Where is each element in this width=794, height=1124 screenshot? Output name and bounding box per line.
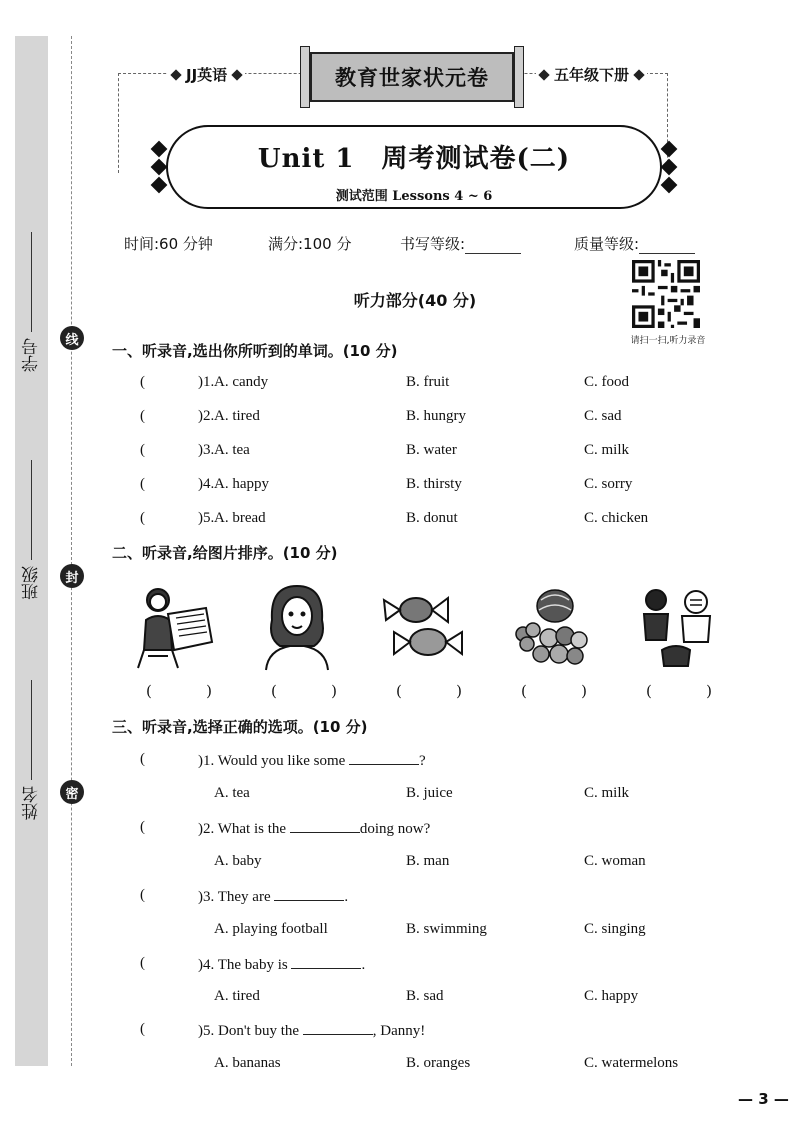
question-stem: )1. Would you like some ? [198,753,426,769]
option-b: B. thirsty [406,476,462,492]
fill-blank[interactable] [291,955,361,969]
s3-question-3-stem [112,887,752,909]
question-number: )4. [198,476,215,492]
option-c: C. sorry [584,476,633,492]
answer-paren[interactable]: ( [140,510,145,526]
fill-blank[interactable] [274,887,344,901]
answer-paren[interactable]: ( [140,1021,145,1037]
name-label: 姓名 [22,786,42,820]
s1-question-2 [112,408,752,430]
writing-grade-blank[interactable] [465,240,521,254]
option-a: A. candy [214,374,269,390]
diamond-icon [232,69,243,80]
option-a: A. baby [214,853,262,869]
option-a: A. tired [214,408,260,424]
candies-picture [378,580,468,672]
fill-blank[interactable] [303,1021,373,1035]
option-b: B. swimming [406,921,487,937]
s1-question-4 [112,476,752,498]
grade-text: 五年级下册 [554,66,630,84]
grade-label [536,64,647,85]
writing-grade-label: 书写等级: [400,235,466,253]
series-title: 教育世家状元卷 [310,52,514,102]
picture-answer-2[interactable]: ( ) [271,682,337,700]
fill-blank[interactable] [290,819,360,833]
seal-seal-mark: 封 [60,564,84,588]
writing-grade[interactable] [400,233,521,254]
option-a: A. bananas [214,1055,281,1071]
option-b: B. man [406,853,450,869]
answer-paren[interactable]: ( [140,408,145,424]
answer-paren[interactable]: ( [140,819,145,835]
option-b: B. fruit [406,374,450,390]
option-c: C. happy [584,988,639,1004]
scroll-roll-right [514,46,524,108]
option-a: A. bread [214,510,266,526]
s3-question-4-stem [112,955,752,977]
answer-paren[interactable]: ( [140,442,145,458]
answer-paren[interactable]: ( [140,374,145,390]
option-c: C. food [584,374,629,390]
option-a: A. tea [214,785,250,801]
answer-paren[interactable]: ( [140,751,145,767]
picture-answer-5[interactable]: ( ) [646,682,712,700]
scroll-roll-left [300,46,310,108]
class-label: 班级 [22,566,42,600]
section2-title: 二、听录音,给图片排序。(10 分) [112,544,338,562]
option-b: B. sad [406,988,444,1004]
option-b: B. hungry [406,408,466,424]
qr-code-icon[interactable] [632,260,700,328]
children-eating-picture [632,580,722,672]
class-line [31,460,32,560]
quality-grade[interactable] [574,233,695,254]
man-reading-newspaper-picture [128,580,218,672]
answer-paren[interactable]: ( [140,887,145,903]
s3-question-4-options [112,988,752,1010]
s1-question-5 [112,510,752,532]
question-number: )5. [198,510,215,526]
name-line [31,680,32,780]
option-a: A. tea [214,442,250,458]
question-number: )1. [198,374,215,390]
option-a: A. playing football [214,921,328,937]
question-number: )2. [198,408,215,424]
question-stem: )4. The baby is . [198,957,366,973]
s3-question-2-options [112,853,752,875]
question-stem: )2. What is the doing now? [198,821,431,837]
option-a: A. happy [214,476,269,492]
answer-paren[interactable]: ( [140,955,145,971]
picture-answer-3[interactable]: ( ) [396,682,462,700]
section3-title: 三、听录音,选择正确的选项。(10 分) [112,718,368,736]
option-a: A. tired [214,988,260,1004]
option-b: B. water [406,442,457,458]
woman-portrait-picture [252,580,342,672]
qr-caption: 请扫一扫,听力录音 [630,336,706,346]
s1-question-1 [112,374,752,396]
cut-line [71,36,72,1066]
quality-grade-label: 质量等级: [574,235,640,253]
test-title: Unit 1 周考测试卷(二) [257,144,571,174]
subject-label [168,64,245,85]
picture-answer-1[interactable]: ( ) [146,682,212,700]
option-c: C. milk [584,442,630,458]
series-scroll-banner [300,46,524,108]
s3-question-5-stem [112,1021,752,1043]
option-c: C. milk [584,785,630,801]
diamond-icon [170,69,181,80]
s3-question-3-options [112,921,752,943]
question-stem: )5. Don't buy the , Danny! [198,1023,426,1039]
picture-answer-4[interactable]: ( ) [521,682,587,700]
time-limit: 时间:60 分钟 [124,235,213,253]
fruits-picture [505,580,595,672]
option-b: B. oranges [406,1055,471,1071]
question-stem: )3. They are . [198,889,349,905]
full-score: 满分:100 分 [268,235,352,253]
class-field[interactable] [15,460,48,600]
seal-line-mark: 线 [60,326,84,350]
option-b: B. juice [406,785,453,801]
student-id-field[interactable] [15,232,48,372]
name-field[interactable] [15,680,48,820]
quality-grade-blank[interactable] [639,240,695,254]
option-c: C. chicken [584,510,649,526]
test-scope: 测试范围 Lessons 4 ~ 6 [335,189,493,204]
s3-question-1-stem [112,751,752,773]
right-diamond-deco [662,142,676,192]
option-b: B. donut [406,510,458,526]
option-c: C. sad [584,408,622,424]
diamond-icon [633,69,644,80]
option-c: C. watermelons [584,1055,679,1071]
page-number: — 3 — [738,1090,789,1108]
listening-part-title: 听力部分(40 分) [353,291,477,310]
s1-question-3 [112,442,752,464]
section1-title: 一、听录音,选出你所听到的单词。(10 分) [112,342,398,360]
option-c: C. woman [584,853,646,869]
subject-text: JJ英语 [186,66,228,84]
s3-question-5-options [112,1055,752,1077]
fill-blank[interactable] [349,751,419,765]
s3-question-1-options [112,785,752,807]
diamond-icon [538,69,549,80]
question-number: )3. [198,442,215,458]
answer-paren[interactable]: ( [140,476,145,492]
option-c: C. singing [584,921,646,937]
student-id-label: 学号 [22,338,42,372]
student-id-line [31,232,32,332]
seal-close-mark: 密 [60,780,84,804]
s3-question-2-stem [112,819,752,841]
left-diamond-deco [152,142,166,192]
